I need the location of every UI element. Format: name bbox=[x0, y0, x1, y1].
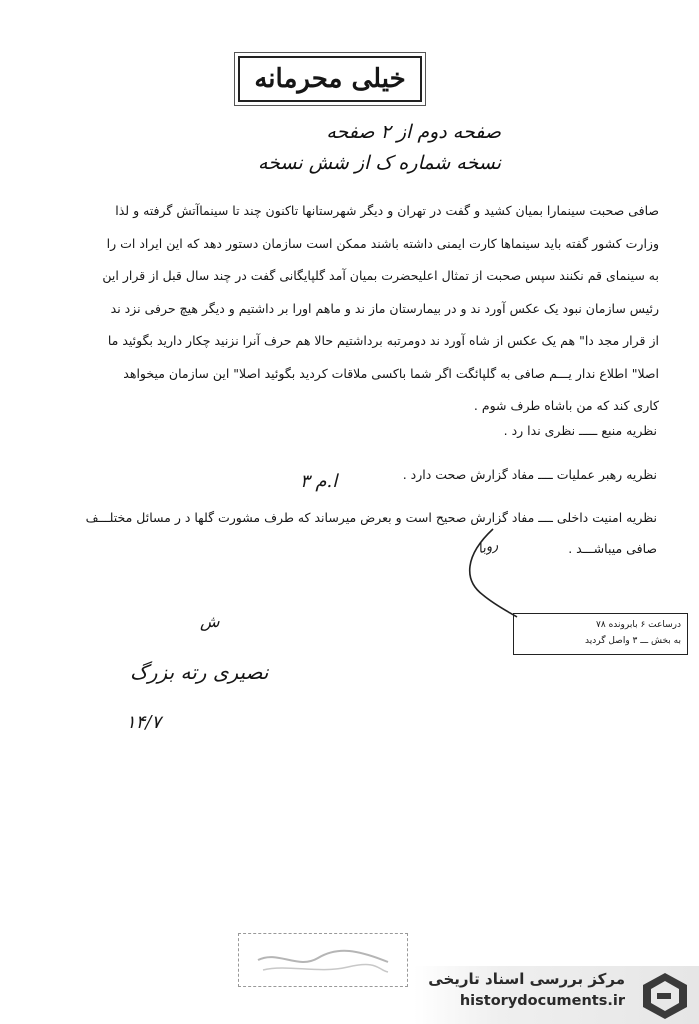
faint-stamp-texture-icon bbox=[248, 940, 398, 980]
body-line: اصلا" اطلاع ندار یـــم صافی به گلپائگت اگر شما باکسی ملاقات کردید بگوئید اصلا" این سازمان میخواهد bbox=[123, 365, 659, 381]
internal-security-opinion: نظریه امنیت داخلی ــــ مفاد گزارش صحیح است و بعرض میرساند که طرف مشورت گلها د ر مسائل مختلـــف bbox=[85, 510, 657, 525]
body-line: صافی صحبت سینمارا بمیان کشید و گفت در تهران و دیگر شهرستانها تاکنون چند تا سینماآتش گرفته و لذا bbox=[115, 203, 659, 218]
body-line: وزارت کشور گفته باید سینماها کارت ایمنی داشته باشند ممکن است سازمان دستور دهد که این ایراد ات را bbox=[106, 235, 659, 251]
filing-stamp bbox=[513, 613, 688, 655]
source-opinion: نظریه منبع ـــــ نظری ندا رد . bbox=[503, 423, 657, 438]
body-line: کاری کند که من باشاه طرف شوم . bbox=[473, 398, 659, 413]
internal-security-opinion-cont: صافی میباشـــد . bbox=[568, 541, 657, 556]
faint-archive-stamp bbox=[238, 933, 408, 987]
watermark-url: historydocuments.ir bbox=[459, 993, 625, 1009]
classification-stamp bbox=[238, 56, 422, 102]
filing-line-1: درساعت ۶ بابرونده ۷۸ bbox=[596, 620, 681, 630]
archive-logo-icon bbox=[637, 969, 693, 1021]
signature-name: نصیری رته بزرگ bbox=[130, 660, 269, 684]
page-count-line: صفحه دوم از ۲ صفحه bbox=[326, 121, 501, 143]
archive-watermark bbox=[414, 966, 699, 1024]
operations-lead-opinion: نظریه رهبر عملیات ــــ مفاد گزارش صحت دارد . bbox=[402, 467, 657, 482]
body-line: به سینمای قم نکنند سپس صحبت از تمثال اعلیحضرت بمیان آمد گلپایگانی گفت در چند سال قبل از قرار این bbox=[102, 268, 659, 283]
watermark-title: مرکز بررسی اسناد تاریخی bbox=[428, 970, 625, 988]
signature-date: ۱۴/۷ bbox=[126, 712, 162, 733]
handwritten-rowed-note: روبا bbox=[476, 537, 500, 558]
report-body bbox=[44, 195, 659, 423]
filing-line-2: به بخش ـــ ۳ واصل گردید bbox=[585, 636, 681, 646]
body-line: رئیس سازمان نبود یک عکس آورد ند و در بیمارستان ماز ند و ماهم اورا بر داشتیم و دیگر هیچ حرفی نزد ند bbox=[110, 300, 659, 316]
page-count-note bbox=[258, 117, 501, 179]
classification-text: خیلی محرمانه bbox=[254, 64, 406, 94]
signature-mark: ش bbox=[200, 612, 220, 631]
copy-number-line: نسخه شماره ک از شش نسخه bbox=[257, 152, 501, 174]
body-line: از قرار مجد دا" هم یک عکس از شاه آورد ند دومرتبه برداشتیم حالا هم حرف آنرا نزنید چکار دارید بگوئید ما bbox=[107, 333, 659, 348]
handwritten-opinion-note: ا.م ۳ bbox=[300, 471, 338, 492]
